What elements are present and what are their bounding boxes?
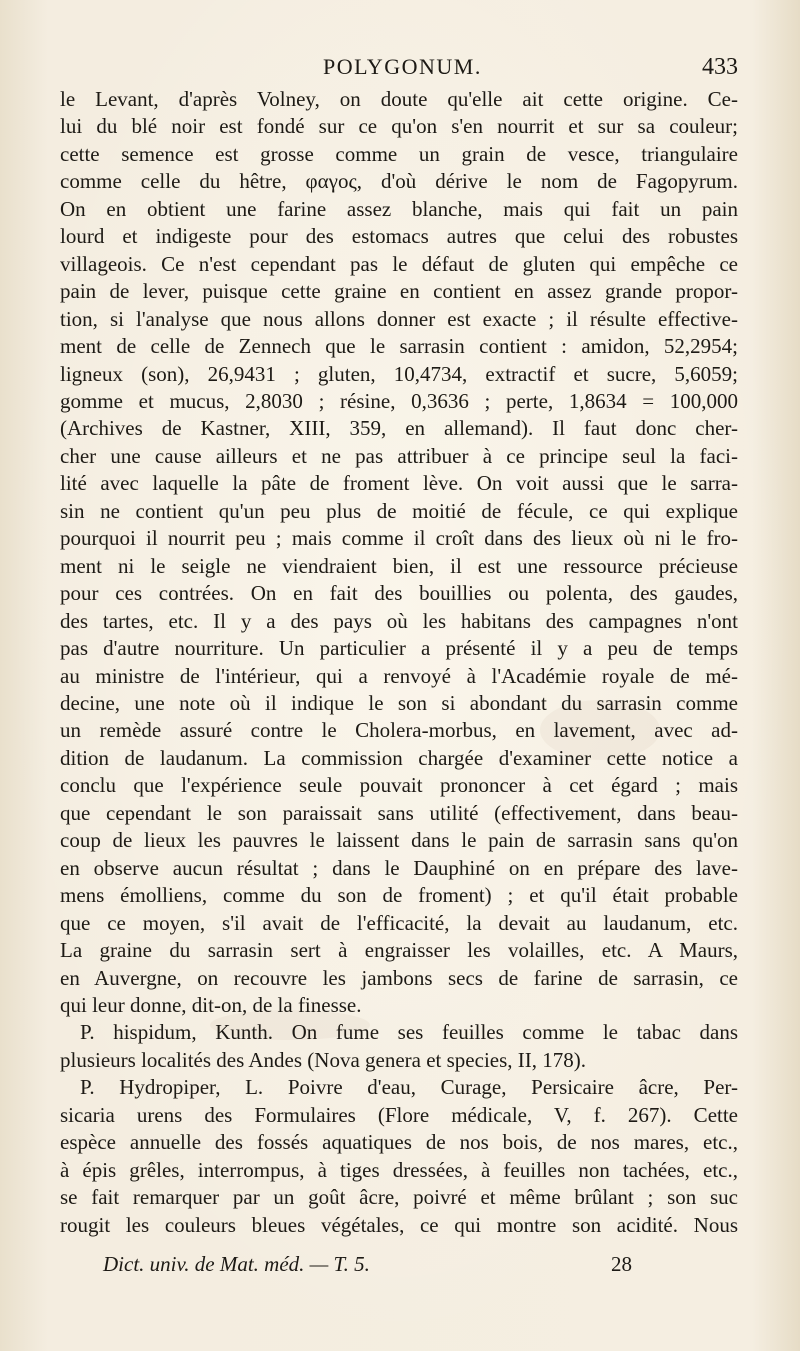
text-line: des tartes, etc. Il y a des pays où les habitans des campagnes n'ont [60,608,738,633]
text-line: decine, une note où il indique le son si abondant du sarrasin comme [60,690,738,715]
footer-source: Dict. univ. de Mat. méd. — T. 5. [103,1252,370,1276]
text-line: le Levant, d'après Volney, on doute qu'elle ait cette origine. Ce- [60,87,738,111]
text-line: pourquoi il nourrit peu ; mais comme il croît dans des lieux où ni le fro- [60,526,738,551]
text-line: ligneux (son), 26,9431 ; gluten, 10,4734, extractif et sucre, 5,6059; [60,361,738,386]
text-line: pour ces contrées. On en fait des bouillies ou polenta, des gaudes, [60,581,738,606]
text-body [60,86,738,1239]
text-line: que cependant le son paraissait sans utilité (effectivement, dans beau- [60,800,738,825]
text-line: en Auvergne, on recouvre les jambons secs de farine de sarrasin, ce [60,965,738,990]
text-line: lourd et indigeste pour des estomacs autres que celui des robustes [60,224,738,249]
text-line: sin ne contient qu'un peu plus de moitié de fécule, ce qui explique [60,498,738,523]
text-line: au ministre de l'intérieur, qui a renvoyé à l'Académie royale de mé- [60,663,738,688]
text-line: lui du blé noir est fondé sur ce qu'on s'en nourrit et sur sa couleur; [60,114,738,139]
text-line: à épis grêles, interrompus, à tiges dressées, à feuilles non tachées, etc., [60,1157,738,1182]
text-line: dition de laudanum. La commission chargée d'examiner cette notice a [60,745,738,770]
page-number: 433 [702,54,738,80]
text-line: plusieurs localités des Andes (Nova genera et species, II, 178). [60,1047,587,1072]
text-line: espèce annuelle des fossés aquatiques de nos bois, de nos mares, etc., [60,1130,738,1155]
text-line: (Archives de Kastner, XIII, 359, en allemand). Il faut donc cher- [60,416,738,441]
text-line: P. hispidum, Kunth. On fume ses feuilles comme le tabac dans [80,1020,738,1045]
text-line: se fait remarquer par un goût âcre, poivré et même brûlant ; son suc [60,1185,738,1210]
text-line: ment ni le seigle ne viendraient bien, il est une ressource précieuse [60,553,738,578]
text-line: lité avec laquelle la pâte de froment lève. On voit aussi que le sarra- [60,471,738,496]
text-line: que ce moyen, s'il avait de l'efficacité, la devait au laudanum, etc. [60,910,738,935]
text-line: pas d'autre nourriture. Un particulier a présenté il y a peu de temps [60,636,738,661]
text-line: On en obtient une farine assez blanche, mais qui fait un pain [60,196,738,221]
text-line: conclu que l'expérience seule pouvait prononcer à cet égard ; mais [60,773,738,798]
text-line: cher une cause ailleurs et ne pas attribuer à ce principe seul la faci- [60,443,738,468]
text-line: en observe aucun résultat ; dans le Dauphiné on en prépare des lave- [60,855,738,880]
text-line: tion, si l'analyse que nous allons donner est exacte ; il résulte effective- [60,306,738,331]
page-footer [0,1252,800,1282]
text-line: gomme et mucus, 2,8030 ; résine, 0,3636 ; perte, 1,8634 = 100,000 [60,388,738,413]
text-line: rougit les couleurs bleues végétales, ce qui montre son acidité. Nous [60,1212,738,1237]
text-line: La graine du sarrasin sert à engraisser les volailles, etc. A Maurs, [60,938,738,963]
text-line: sicaria urens des Formulaires (Flore médicale, V, f. 267). Cette [60,1102,738,1127]
text-line: mens émolliens, comme du son de froment) ; et qu'il était probable [60,883,738,908]
text-line: pain de lever, puisque cette graine en contient en assez grande propor- [60,279,738,304]
text-line: un remède assuré contre le Cholera-morbus, en lavement, avec ad- [60,718,738,743]
running-title: POLYGONUM. [323,54,482,79]
text-line: cette semence est grosse comme un grain de vesce, triangulaire [60,141,738,166]
text-line: ment de celle de Zennech que le sarrasin contient : amidon, 52,2954; [60,334,738,359]
text-line: villageois. Ce n'est cependant pas le défaut de gluten qui empêche ce [60,251,738,276]
text-line: qui leur donne, dit-on, de la finesse. [60,992,362,1017]
text-line: coup de lieux les pauvres le laissent dans le pain de sarrasin sans qu'on [60,828,738,853]
text-line: P. Hydropiper, L. Poivre d'eau, Curage, Persicaire âcre, Per- [80,1075,738,1100]
signature-mark: 28 [611,1252,632,1276]
running-head [0,52,800,88]
text-line: comme celle du hêtre, φαγος, d'où dérive le nom de Fagopyrum. [60,169,738,194]
